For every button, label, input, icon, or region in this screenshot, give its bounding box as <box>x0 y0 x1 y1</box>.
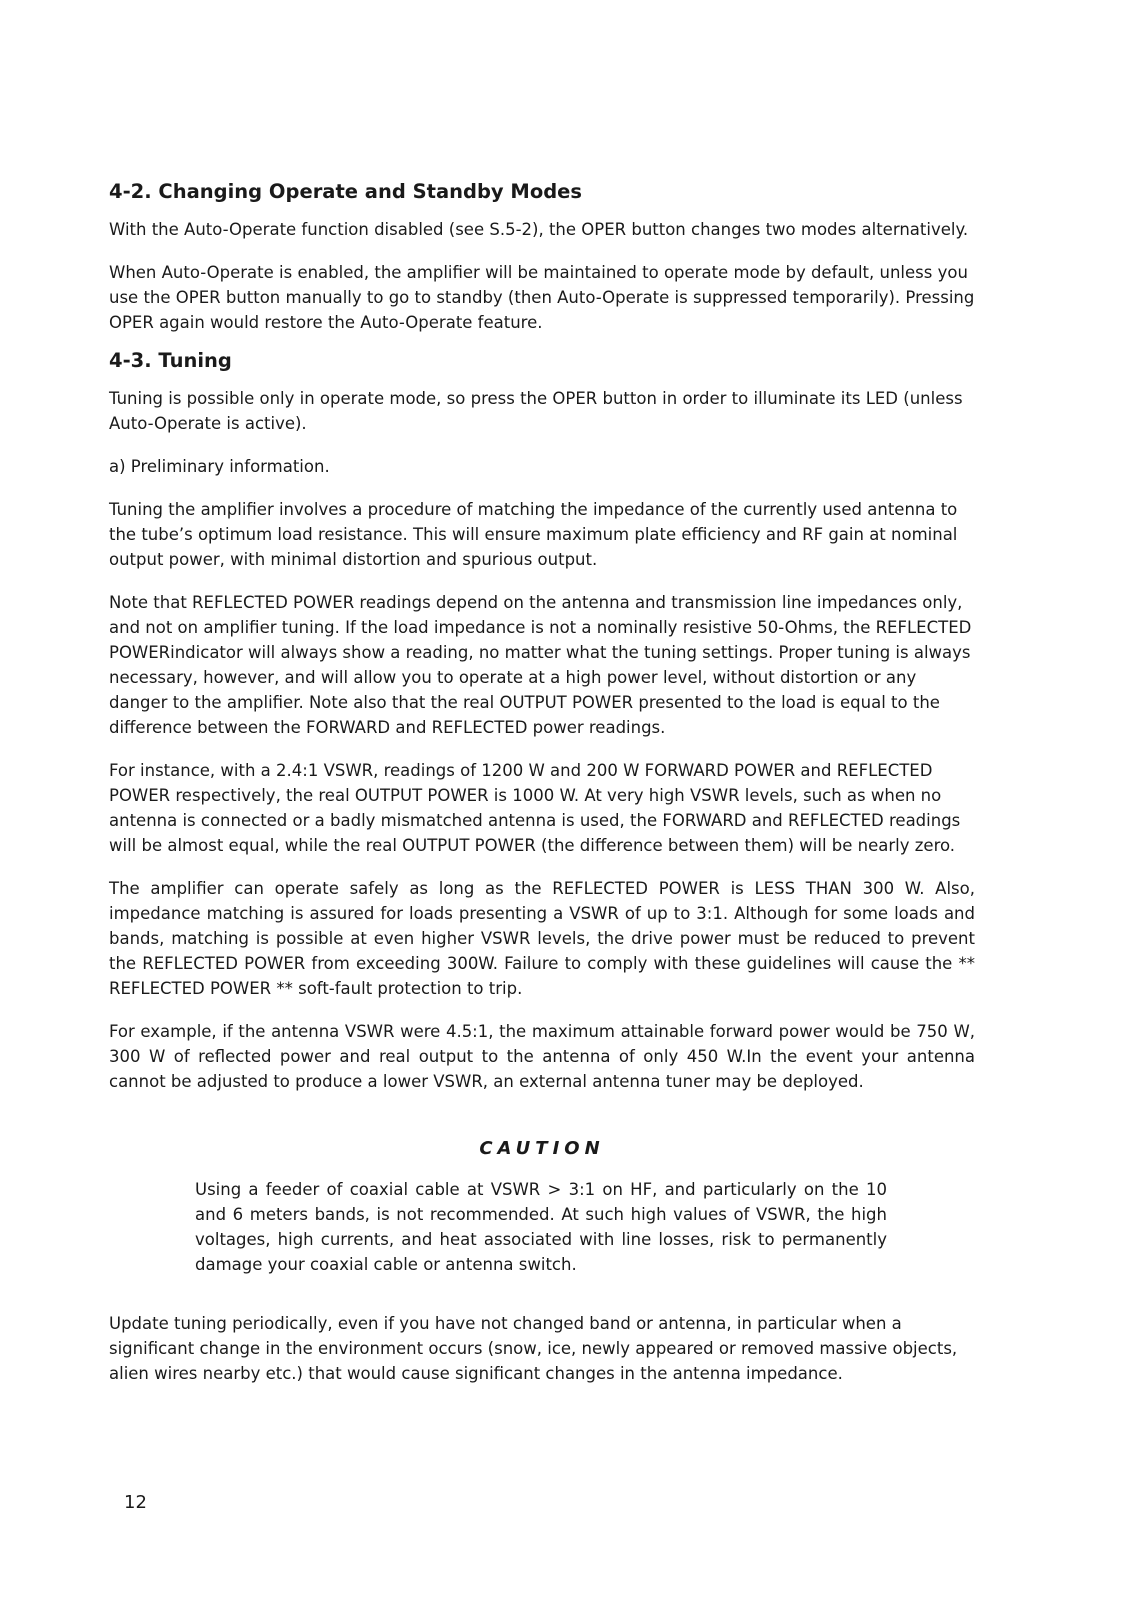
paragraph: For instance, with a 2.4:1 VSWR, readings of 1200 W and 200 W FORWARD POWER and REFLECTED POWER respectively, the real OUTPUT POWER is 1000 W. At very high VSWR levels, such as when no antenna is connected or a badly mismatched antenna is used, the FORWARD and REFLECTED readings will be almost equal, while the real OUTPUT POWER (the difference between them) will be nearly zero. <box>109 761 961 855</box>
paragraph: With the Auto-Operate function disabled (see S.5-2), the OPER button changes two modes alternatively. <box>109 220 969 239</box>
page-content <box>109 180 975 1404</box>
section-heading-4-2: 4-2. Changing Operate and Standby Modes <box>109 180 583 203</box>
paragraph: Tuning is possible only in operate mode, so press the OPER button in order to illuminate its LED (unless Auto-Operate is active). <box>109 389 963 433</box>
section-heading-4-3: 4-3. Tuning <box>109 349 232 372</box>
caution-title: CAUTION <box>479 1138 605 1159</box>
subheading: a) Preliminary information. <box>109 457 330 476</box>
paragraph: Tuning the amplifier involves a procedure of matching the impedance of the currently used antenna to the tube’s optimum load resistance. This will ensure maximum plate efficiency and RF gain at nominal output power, with minimal distortion and spurious output. <box>109 500 958 569</box>
caution-text: Using a feeder of coaxial cable at VSWR > 3:1 on HF, and particularly on the 10 and 6 meters bands, is not recommended. At such high values of VSWR, the high voltages, high currents, and heat associated with line losses, risk to permanently damage your coaxial cable or antenna switch. <box>195 1180 887 1274</box>
closing-paragraph: Update tuning periodically, even if you have not changed band or antenna, in particular when a significant change in the environment occurs (snow, ice, newly appeared or removed massive objects, alien wires nearby etc.) that would cause significant changes in the antenna impedance. <box>109 1314 958 1383</box>
paragraph: The amplifier can operate safely as long as the REFLECTED POWER is LESS THAN 300 W. Also, impedance matching is assured for loads presenting a VSWR of up to 3:1. Although for some loads and bands, matching is possible at even higher VSWR levels, the drive power must be reduced to prevent the REFLECTED POWER from exceeding 300W. Failure to comply with these guidelines will cause the ** REFLECTED POWER ** soft-fault protection to trip. <box>109 879 975 998</box>
paragraph: When Auto-Operate is enabled, the amplifier will be maintained to operate mode by default, unless you use the OPER button manually to go to standby (then Auto-Operate is suppressed temporarily). Pressing OPER again would restore the Auto-Operate feature. <box>109 263 975 332</box>
page-number: 12 <box>124 1492 147 1513</box>
paragraph: Note that REFLECTED POWER readings depend on the antenna and transmission line impedances only, and not on amplifier tuning. If the load impedance is not a nominally resistive 50-Ohms, the REFLECTED POWERindicator will always show a reading, no matter what the tuning settings. Proper tuning is always necessary, however, and will allow you to operate at a high power level, without distortion or any danger to the amplifier. Note also that the real OUTPUT POWER presented to the load is equal to the difference between the FORWARD and REFLECTED power readings. <box>109 593 972 737</box>
paragraph: For example, if the antenna VSWR were 4.5:1, the maximum attainable forward power would be 750 W, 300 W of reflected power and real output to the antenna of only 450 W.In the event your antenna cannot be adjusted to produce a lower VSWR, an external antenna tuner may be deployed. <box>109 1022 975 1091</box>
